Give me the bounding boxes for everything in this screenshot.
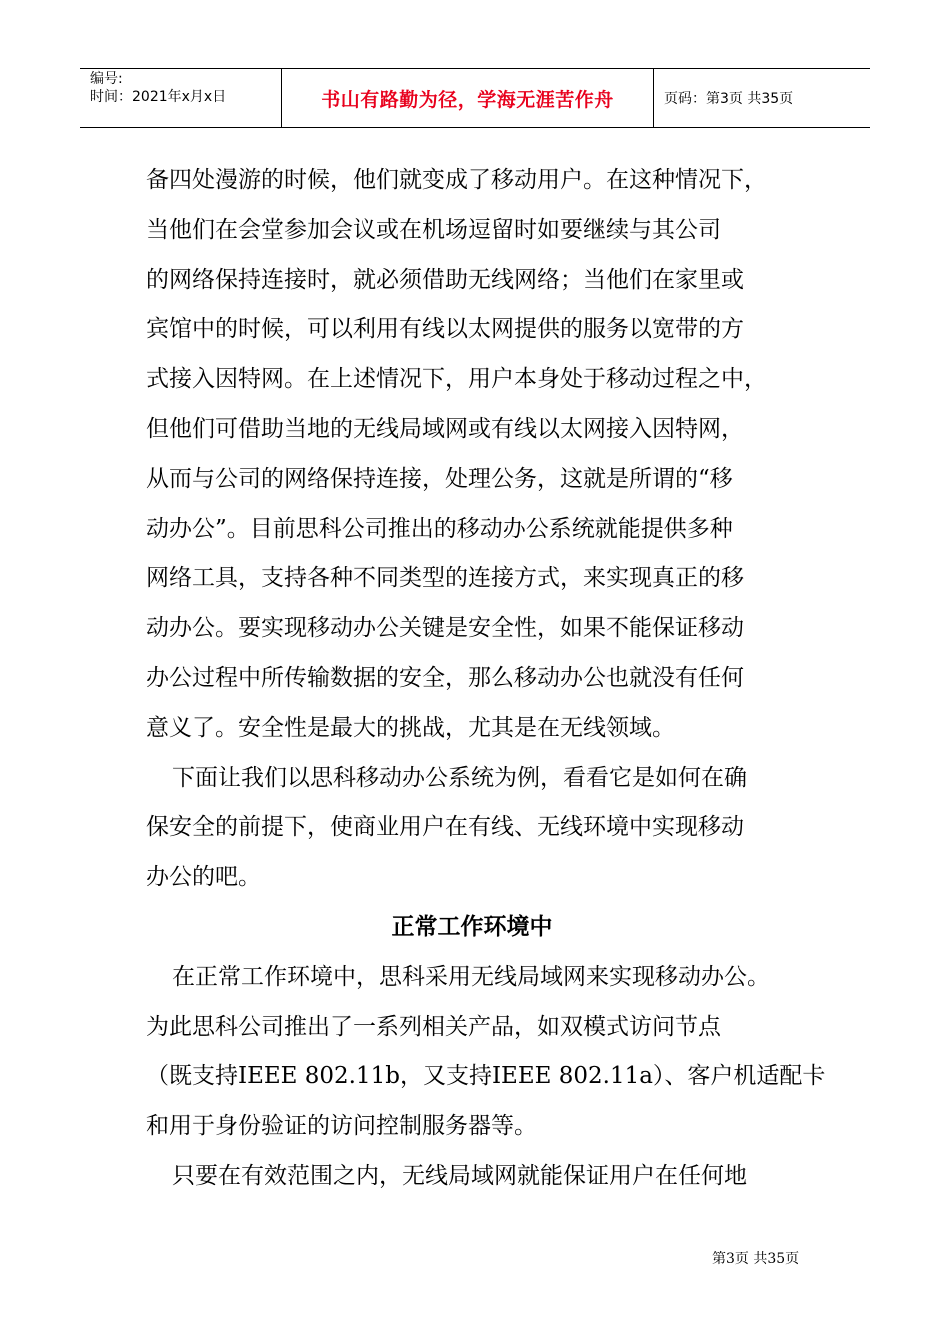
text-line: 网络工具，支持各种不同类型的连接方式，来实现真正的移: [146, 565, 744, 592]
text-line: 办公过程中所传输数据的安全，那么移动办公也就没有任何: [146, 664, 744, 691]
page-header: [80, 68, 870, 128]
header-page-info: 页码：第3页 共35页: [664, 91, 794, 107]
page-footer: [712, 1248, 799, 1268]
text-line: 意义了。安全性是最大的挑战，尤其是在无线领域。: [146, 714, 675, 741]
text-line: 备四处漫游的时候，他们就变成了移动用户。在这种情况下，: [146, 167, 767, 193]
text-line: 只要在有效范围之内，无线局域网就能保证用户在任何地: [172, 1162, 747, 1189]
body-text: [146, 156, 826, 1202]
text-line: 办公的吧。: [146, 864, 261, 891]
header-page-cell: [654, 69, 870, 127]
header-motto: 书山有路勤为径，学海无涯苦作舟: [321, 88, 614, 111]
text-line: 动办公。要实现移动办公关键是安全性，如果不能保证移动: [146, 615, 744, 642]
text-line: 在正常工作环境中，思科采用无线局域网来实现移动办公。: [172, 963, 770, 990]
text-line: 当他们在会堂参加会议或在机场逗留时如要继续与其公司: [146, 216, 721, 243]
document-number-label: 编号:: [90, 71, 123, 87]
text-line: 式接入因特网。在上述情况下，用户本身处于移动过程之中，: [146, 366, 767, 393]
text-line: 的网络保持连接时，就必须借助无线网络；当他们在家里或: [146, 266, 744, 293]
text-line: （既支持IEEE 802.11b，又支持IEEE 802.11a）、客户机适配卡: [146, 1063, 826, 1090]
text-line: 为此思科公司推出了一系列相关产品，如双模式访问节点: [146, 1013, 721, 1040]
header-motto-cell: [282, 69, 654, 127]
text-line: 动办公”。目前思科公司推出的移动办公系统就能提供多种: [146, 515, 733, 542]
footer-page-number: 第3页 共35页: [712, 1251, 800, 1267]
document-time-label: 时间：2021年x月x日: [90, 89, 227, 105]
text-line: 从而与公司的网络保持连接，处理公务，这就是所谓的“移: [146, 465, 733, 492]
section-heading: 正常工作环境中: [391, 913, 553, 940]
text-line: 保安全的前提下，使商业用户在有线、无线环境中实现移动: [146, 814, 744, 841]
header-meta-cell: [80, 69, 282, 127]
text-line: 下面让我们以思科移动办公系统为例，看看它是如何在确: [172, 764, 747, 791]
text-line: 宾馆中的时候，可以利用有线以太网提供的服务以宽带的方: [146, 316, 744, 343]
text-line: 和用于身份验证的访问控制服务器等。: [146, 1113, 537, 1140]
text-line: 但他们可借助当地的无线局域网或有线以太网接入因特网，: [146, 415, 744, 442]
